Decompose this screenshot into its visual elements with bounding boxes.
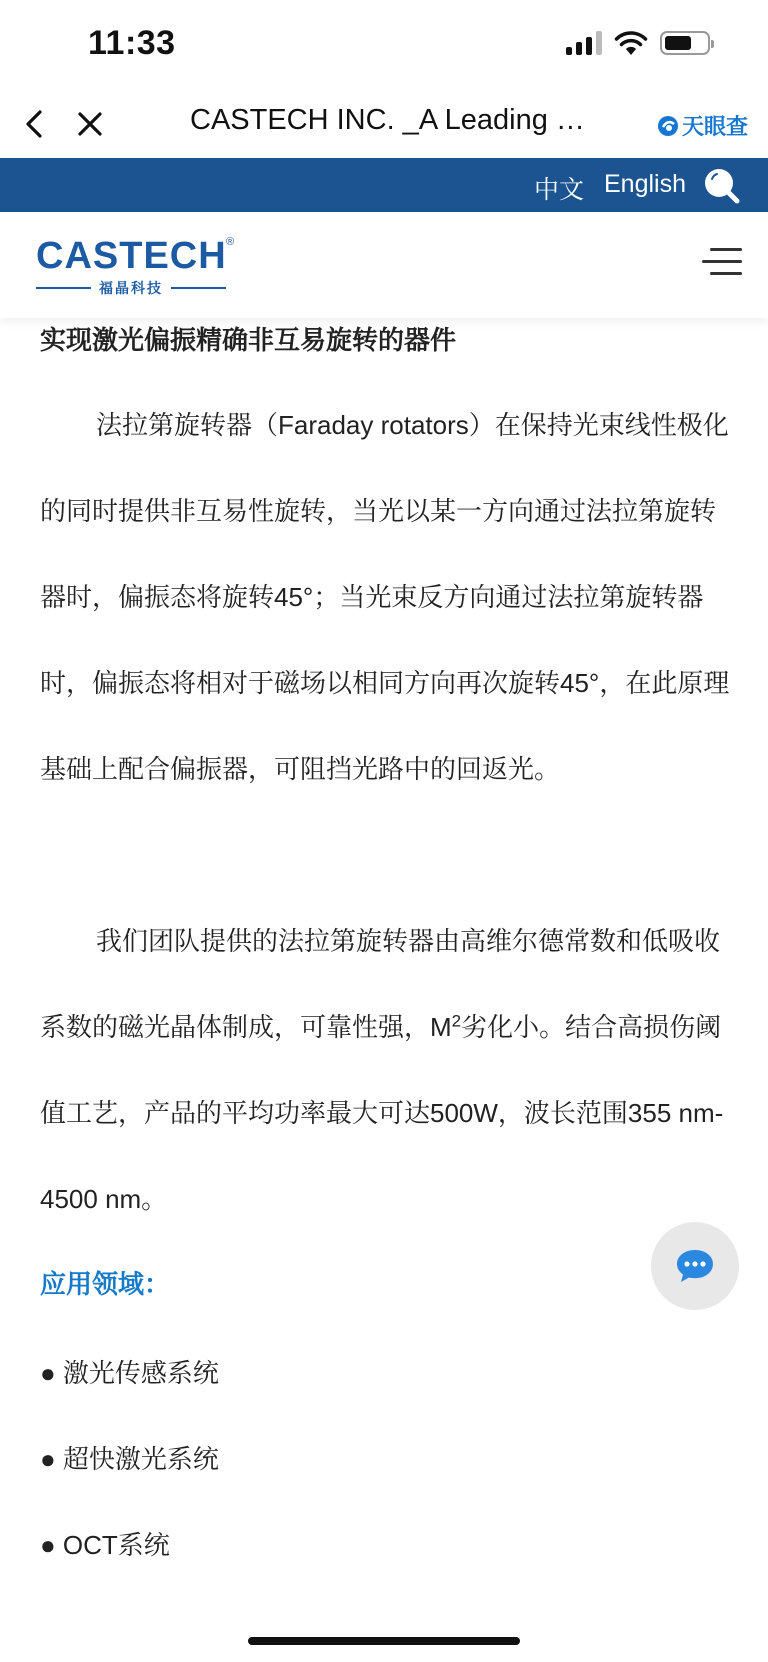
close-icon — [76, 110, 104, 138]
list-item: ● OCT系统 — [40, 1530, 170, 1560]
article-paragraph-2 — [40, 898, 732, 1242]
status-icons — [566, 30, 710, 56]
status-time: 11:33 — [88, 24, 176, 62]
article-heading: 实现激光偏振精确非互易旋转的器件 — [40, 325, 457, 355]
applications-list — [40, 1330, 219, 1588]
superscript-2: 2 — [451, 1011, 462, 1031]
chat-bubble-icon — [675, 1248, 715, 1284]
list-item: ● 超快激光系统 — [40, 1444, 219, 1474]
page-title: CASTECH INC. _A Leading … — [190, 104, 585, 136]
brand-logo — [656, 110, 748, 141]
tianyancha-logo-icon — [656, 114, 680, 138]
logo-registered-mark: ® — [226, 236, 235, 248]
list-item: ● 激光传感系统 — [40, 1358, 219, 1388]
logo-chinese-name: 福晶科技 — [99, 280, 163, 296]
paragraph-2-part-a: 我们团队提供的法拉第旋转器由高维尔德常数和低吸收系数的磁光晶体制成，可靠性强，M — [40, 926, 721, 1042]
logo-text: CASTECH — [36, 235, 227, 277]
language-bar — [0, 158, 768, 212]
logo-subtitle — [36, 278, 246, 298]
brand-text: 天眼查 — [681, 114, 748, 139]
menu-icon — [710, 248, 742, 251]
lang-chinese-link[interactable]: 中文 — [533, 176, 584, 204]
search-button[interactable] — [702, 166, 740, 204]
browser-nav-bar — [0, 92, 768, 158]
back-button[interactable] — [12, 102, 56, 146]
battery-icon — [660, 31, 710, 55]
paragraph-2-part-b: 劣化小。结合高损伤阈值工艺，产品的平均功率最大可达500W，波长范围355 nm-4500 nm。 — [40, 1012, 724, 1214]
cellular-signal-icon — [566, 31, 602, 55]
close-button[interactable] — [68, 102, 112, 146]
wifi-icon — [614, 30, 648, 56]
castech-logo[interactable] — [36, 236, 246, 298]
menu-button[interactable] — [702, 248, 742, 278]
status-bar — [0, 0, 768, 92]
article-paragraph-1: 法拉第旋转器（Faraday rotators）在保持光束线性极化的同时提供非互易性旋转，当光以某一方向通过法拉第旋转器时，偏振态将旋转45°；当光束反方向通过法拉第旋转器时，偏振态将相对于磁场以相同方向再次旋转45°，在此原理基础上配合偏振器，可阻挡光路中的回返光。 — [40, 410, 730, 784]
site-header — [0, 212, 768, 318]
search-icon — [702, 166, 740, 204]
chevron-left-icon — [22, 108, 46, 140]
lang-english-link[interactable]: English — [604, 170, 686, 198]
chat-button[interactable] — [651, 1222, 739, 1310]
applications-heading: 应用领域： — [40, 1269, 171, 1299]
home-indicator[interactable] — [248, 1637, 520, 1645]
